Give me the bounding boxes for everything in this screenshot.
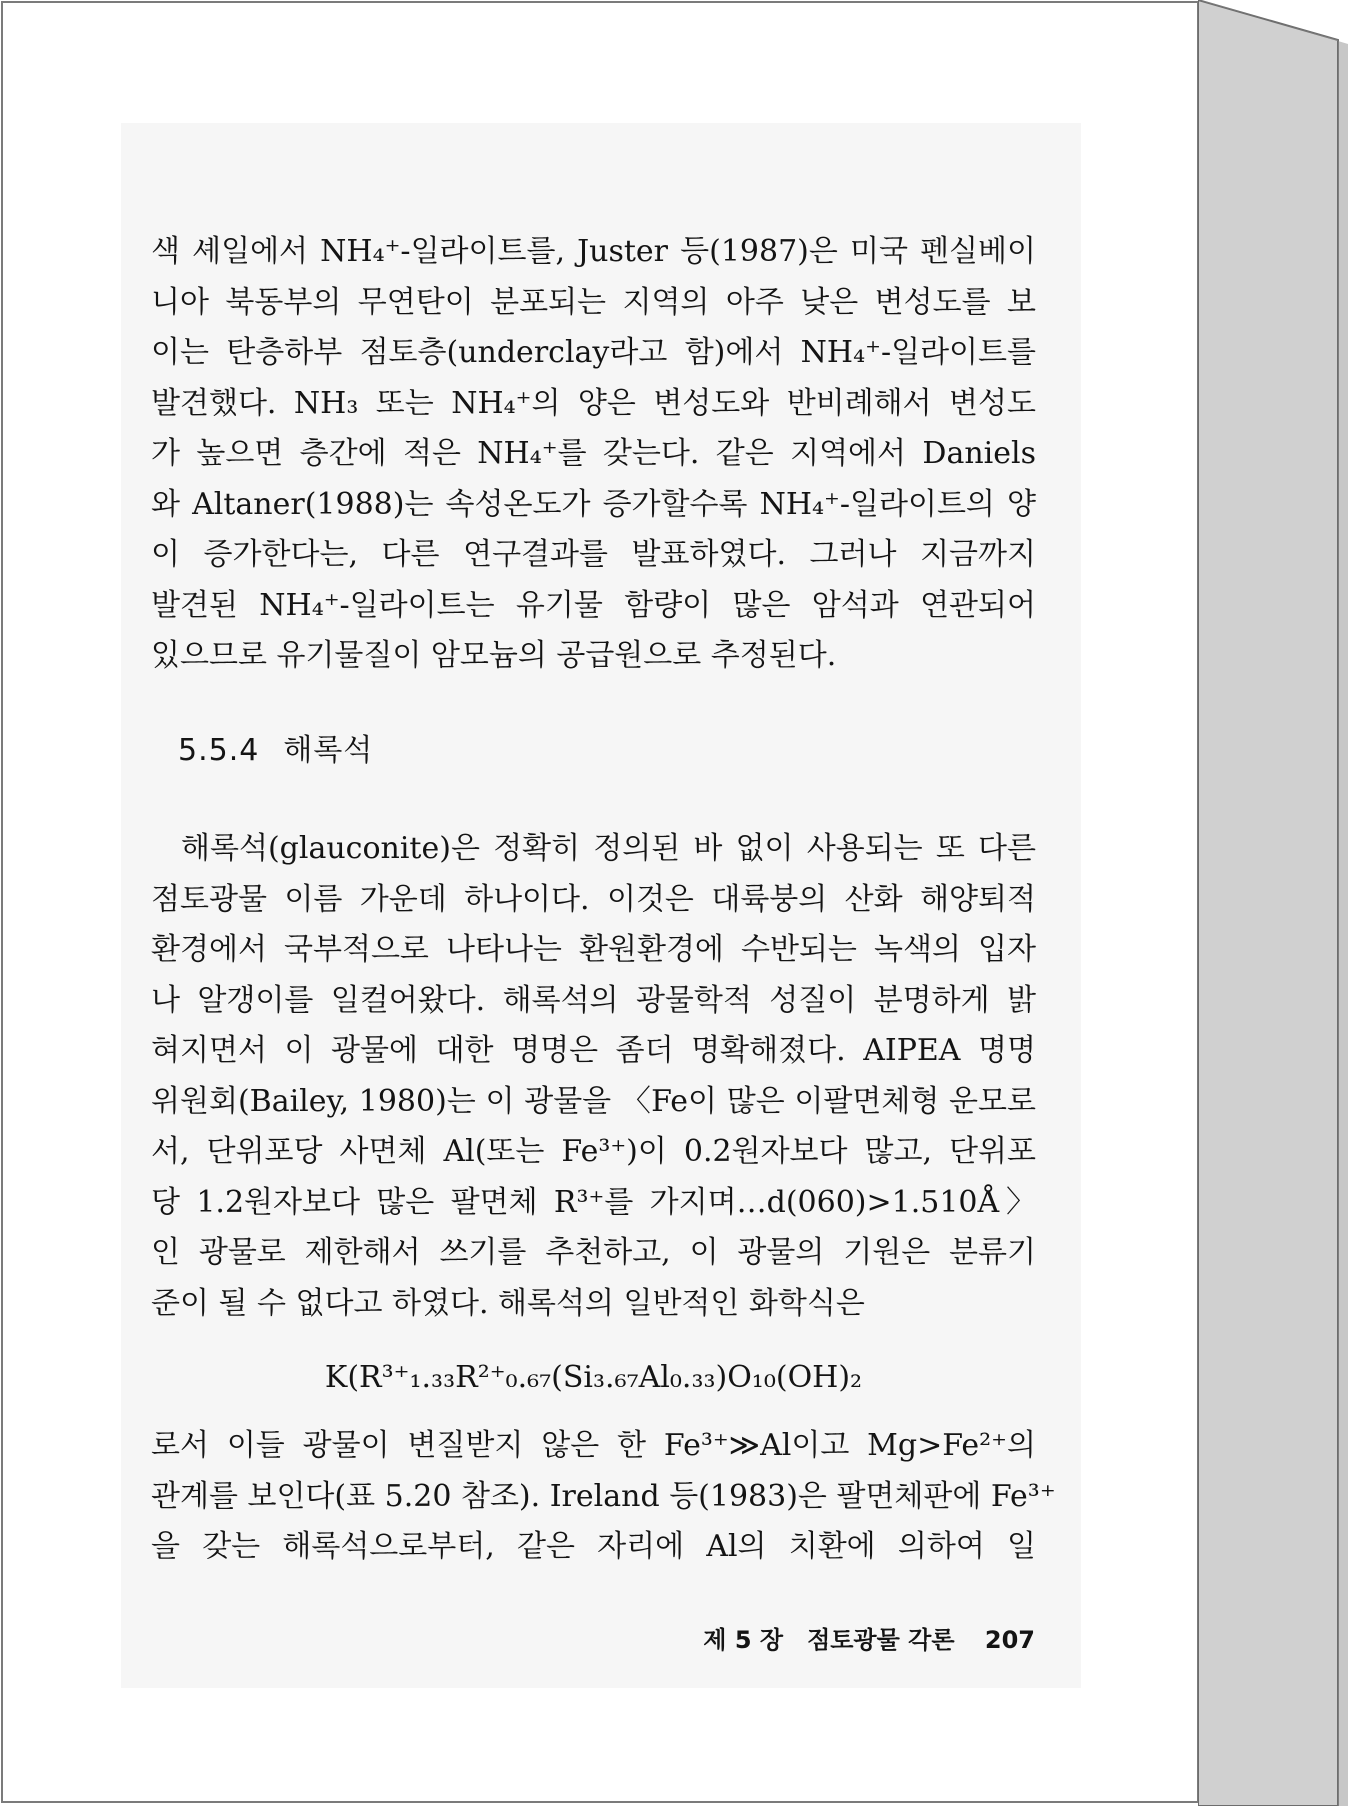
section-heading xyxy=(178,725,373,769)
text-line: 이는 탄층하부 점토층(underclay라고 함)에서 NH₄⁺-일라이트를 xyxy=(151,335,1036,370)
text-line: 가 높으면 층간에 적은 NH₄⁺를 갖는다. 같은 지역에서 Daniels xyxy=(151,436,1036,471)
text-line: 색 셰일에서 NH₄⁺-일라이트를, Juster 등(1987)은 미국 펜실베이 xyxy=(151,234,1036,269)
text-line: 해록석(glauconite)은 정확히 정의된 바 없이 사용되는 또 다른 xyxy=(181,831,1036,866)
text-line: 당 1.2원자보다 많은 팔면체 R³⁺를 가지며…d(060)>1.510Å〉 xyxy=(151,1184,1036,1220)
text-line: 발견된 NH₄⁺-일라이트는 유기물 함량이 많은 암석과 연관되어 xyxy=(151,587,1036,623)
section-number: 5.5.4 xyxy=(178,733,260,768)
text-line: 발견했다. NH₃ 또는 NH₄⁺의 양은 변성도와 반비례해서 변성도 xyxy=(151,385,1036,421)
text-line: 준이 될 수 없다고 하였다. 해록석의 일반적인 화학식은 xyxy=(151,1285,865,1321)
text-line: 있으므로 유기물질이 암모늄의 공급원으로 추정된다. xyxy=(151,638,837,673)
section-title: 해록석 xyxy=(283,733,374,768)
text-line: 을 갖는 해록석으로부터, 같은 자리에 Al의 치환에 의하여 일 xyxy=(151,1529,1036,1564)
paragraph-1 xyxy=(151,227,1036,682)
text-line: 나 알갱이를 일컬어왔다. 해록석의 광물학적 성질이 분명하게 밝 xyxy=(151,982,1036,1018)
chapter-title: 점토광물 각론 xyxy=(807,1626,955,1654)
text-line: 서, 단위포당 사면체 Al(또는 Fe³⁺)이 0.2원자보다 많고, 단위포 xyxy=(151,1134,1036,1169)
text-line: 혀지면서 이 광물에 대한 명명은 좀더 명확해졌다. AIPEA 명명 xyxy=(151,1033,1036,1068)
text-line: 로서 이들 광물이 변질받지 않은 한 Fe³⁺≫Al이고 Mg>Fe²⁺의 xyxy=(151,1428,1036,1463)
paragraph-3 xyxy=(151,1421,1056,1573)
book-edge xyxy=(1198,0,1357,1806)
paragraph-2 xyxy=(151,824,1036,1329)
text-line: 관계를 보인다(표 5.20 참조). Ireland 등(1983)은 팔면체판에 Fe³⁺ xyxy=(151,1478,1056,1514)
page-footer xyxy=(703,1620,1035,1655)
chapter-label: 제 5 장 xyxy=(703,1626,784,1654)
chemical-formula: K(R³⁺₁.₃₃R²⁺₀.₆₇(Si₃.₆₇Al₀.₃₃)O₁₀(OH)₂ xyxy=(324,1360,863,1395)
text-line: 위원회(Bailey, 1980)는 이 광물을 〈Fe이 많은 이팔면체형 운모로 xyxy=(151,1083,1036,1119)
page-number: 207 xyxy=(984,1626,1035,1654)
text-line: 환경에서 국부적으로 나타나는 환원환경에 수반되는 녹색의 입자 xyxy=(151,932,1036,967)
text-line: 니아 북동부의 무연탄이 분포되는 지역의 아주 낮은 변성도를 보 xyxy=(151,284,1036,320)
text-line: 점토광물 이름 가운데 하나이다. 이것은 대륙붕의 산화 해양퇴적 xyxy=(151,881,1036,917)
text-line: 와 Altaner(1988)는 속성온도가 증가할수록 NH₄⁺-일라이트의 양 xyxy=(151,486,1036,522)
text-line: 인 광물로 제한해서 쓰기를 추천하고, 이 광물의 기원은 분류기 xyxy=(151,1235,1036,1270)
text-line: 이 증가한다는, 다른 연구결과를 발표하였다. 그러나 지금까지 xyxy=(151,537,1036,572)
